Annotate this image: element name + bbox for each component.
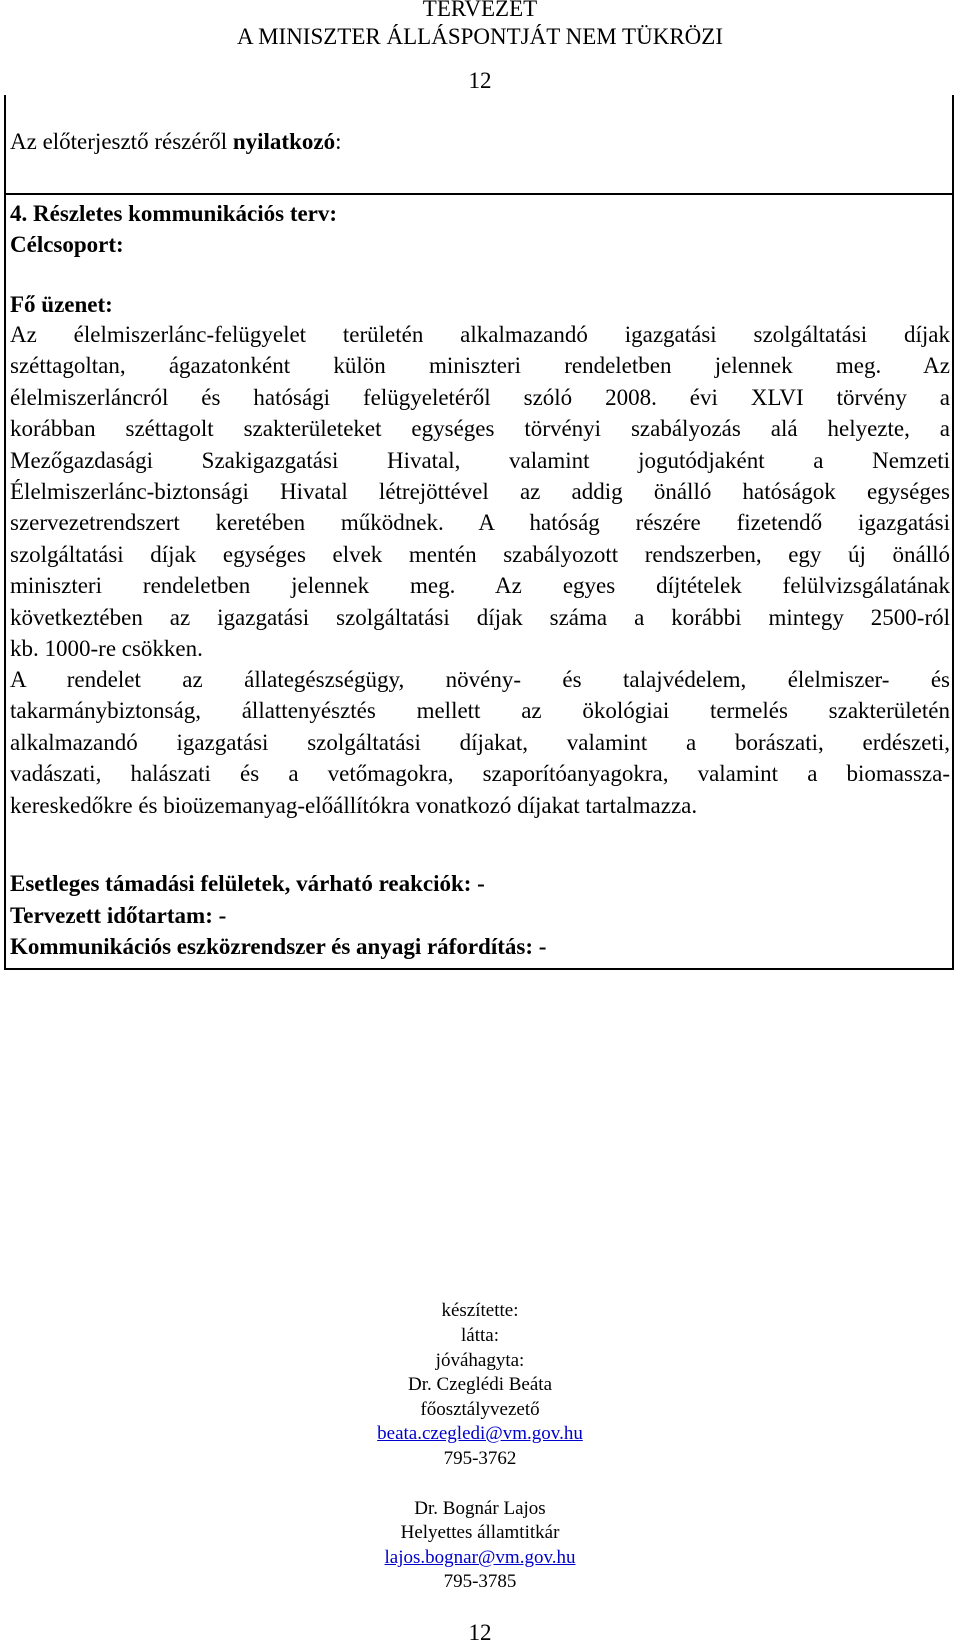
declaration-prefix: Az előterjesztő részéről [10, 129, 233, 154]
paragraph-1-line: Élelmiszerlánc-biztonsági Hivatal létrejöttével az addig önálló hatóságok egységes [10, 478, 950, 504]
paragraph-1-line: szolgáltatási díjak egységes elvek mentén szabályozott rendszerben, egy új önálló [10, 541, 950, 567]
paragraph-1-line: szervezetrendszert keretében működnek. A hatóság részére fizetendő igazgatási [10, 510, 950, 536]
person2-email-link[interactable]: lajos.bognar@vm.gov.hu [384, 1547, 576, 1568]
declaration-box [4, 95, 954, 195]
person1-email-row [0, 1422, 960, 1447]
tools-cost-line: Kommunikációs eszközrendszer és anyagi ráfordítás: - [10, 934, 547, 959]
draft-label: TERVEZET [422, 0, 538, 21]
disclaimer-label: A MINISZTER ÁLLÁSPONTJÁT NEM TÜKRÖZI [237, 24, 723, 49]
person1-email-link[interactable]: beata.czegledi@vm.gov.hu [377, 1423, 583, 1444]
person1-name: Dr. Czeglédi Beáta [407, 1374, 553, 1395]
seen-by-label: látta: [461, 1325, 499, 1346]
person1-title: főosztályvezető [420, 1399, 540, 1420]
person2-name: Dr. Bognár Lajos [414, 1498, 546, 1519]
paragraph-2-line: alkalmazandó igazgatási szolgáltatási díjakat, valamint a borászati, erdészeti, [10, 729, 950, 755]
declaration-text [10, 129, 341, 155]
paragraph-1-line: Mezőgazdasági Szakigazgatási Hivatal, valamint jogutódjaként a Nemzeti [10, 447, 950, 473]
paragraph-2-line: takarmánybiztonság, állattenyésztés mellett az ökológiai termelés szakterületén [10, 698, 950, 724]
paragraph-2 [10, 664, 950, 821]
paragraph-1-line: miniszteri rendeletben jelennek meg. Az egyes díjtételek felülvizsgálatának [10, 573, 950, 599]
paragraph-1-line: Az élelmiszerlánc-felügyelet területén alkalmazandó igazgatási szolgáltatási díjak [10, 322, 950, 347]
declaration-suffix: : [335, 129, 342, 154]
communication-plan-box [4, 193, 954, 970]
page-number-bottom: 12 [468, 1620, 492, 1645]
approved-by-label: jóváhagyta: [435, 1350, 525, 1371]
declaration-bold: nyilatkozó [232, 129, 336, 154]
prepared-by-label: készítette: [441, 1300, 519, 1321]
plan-heading: 4. Részletes kommunikációs terv: [10, 201, 338, 226]
person1-phone: 795-3762 [443, 1448, 517, 1469]
person2-phone: 795-3785 [443, 1571, 517, 1592]
paragraph-2-line: A rendelet az állategészségügy, növény- és talajvédelem, élelmiszer- és [10, 667, 950, 692]
paragraph-1-line: kb. 1000-re csökken. [10, 635, 203, 661]
page-number-top: 12 [468, 68, 492, 93]
paragraph-1-line: korábban széttagolt szakterületeket egységes törvényi szabályozás alá helyezte, a [10, 416, 950, 442]
paragraph-1-line: széttagoltan, ágazatonként külön miniszteri rendeletben jelennek meg. Az [10, 353, 950, 379]
paragraph-1-line: élelmiszerláncról és hatósági felügyeletéről szóló 2008. évi XLVI törvény a [10, 384, 950, 410]
person2-email-row [0, 1546, 960, 1571]
main-message-label: Fő üzenet: [10, 292, 113, 317]
paragraph-1 [10, 319, 950, 664]
target-group-label: Célcsoport: [10, 232, 124, 257]
attack-surfaces-line: Esetleges támadási felületek, várható reakciók: - [10, 871, 485, 896]
paragraph-2-line: kereskedőkre és bioüzemanyag-előállítókra vonatkozó díjakat tartalmazza. [10, 792, 698, 818]
paragraph-2-line: vadászati, halászati és a vetőmagokra, szaporítóanyagokra, valamint a biomassza- [10, 761, 950, 787]
duration-line: Tervezett időtartam: - [10, 903, 227, 928]
person2-title: Helyettes államtitkár [400, 1522, 560, 1543]
paragraph-1-line: következtében az igazgatási szolgáltatási díjak száma a korábbi mintegy 2500-ról [10, 604, 950, 630]
